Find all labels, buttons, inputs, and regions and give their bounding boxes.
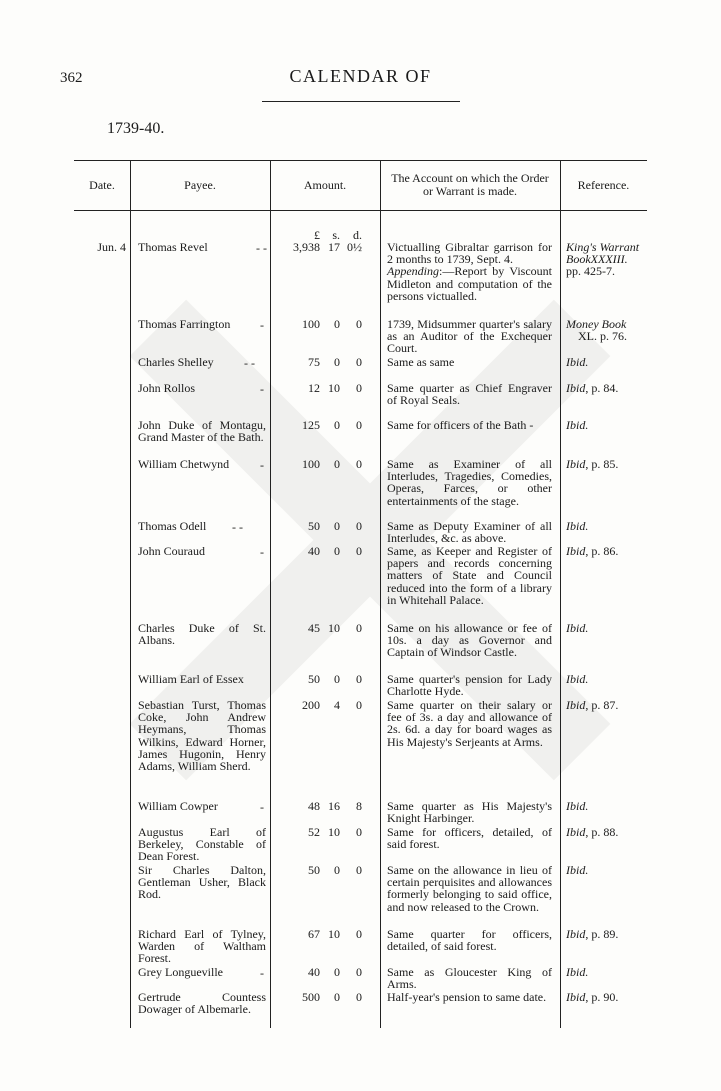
leader-dash: - [260, 800, 264, 814]
row-reference: Money Book XL. p. 76. [566, 317, 627, 344]
row-reference: Ibid, p. 85. [566, 457, 619, 471]
column-divider [130, 160, 131, 1028]
unit-pounds: £ [314, 228, 320, 242]
row-reference: Ibid, p. 88. [566, 825, 619, 839]
title-rule [262, 101, 460, 102]
row-amount: 3,938 17 0½ [293, 240, 362, 254]
row-payee: Sebastian Turst, Thomas Coke, John Andrew Heymans, Thomas Wilkins, Edward Horner, James Hugonin, Henry Adams, William Sherd. [138, 698, 266, 774]
row-amount: 50 0 0 [308, 519, 362, 533]
row-account: Half-year's pension to same date. [387, 990, 547, 1004]
row-amount: 75 0 0 [308, 355, 362, 369]
row-account: Same on the allowance in lieu of certain perquisites and allowances formerly belonging to said office, and now released to the Crown. [387, 863, 552, 914]
row-account: 1739, Midsummer quarter's salary as an Auditor of the Exchequer Court. [387, 317, 552, 356]
row-account: Victualling Gibraltar garrison for 2 months to 1739, Sept. 4. Appending:—Report by Viscount Midleton and computation of the persons victualled. [387, 240, 552, 303]
row-reference: Ibid. [566, 672, 589, 686]
row-amount: 200 4 0 [302, 698, 362, 712]
row-reference: Ibid, p. 84. [566, 381, 619, 395]
row-account: Same for officers of the Bath - [387, 418, 534, 432]
row-payee: Charles Duke of St. Albans. [138, 621, 266, 648]
row-reference: Ibid, p. 90. [566, 990, 619, 1004]
column-divider [380, 160, 381, 1028]
row-account: Same on his allowance or fee of 10s. a day as Governor and Captain of Windsor Castle. [387, 621, 552, 660]
running-title: CALENDAR OF [289, 66, 432, 86]
row-amount: 12 10 0 [308, 381, 362, 395]
leader-dash: - [260, 966, 264, 980]
row-account: Same as Gloucester King of Arms. [387, 965, 552, 992]
row-date: Jun. 4 [97, 240, 126, 254]
year-heading: 1739-40. [107, 120, 165, 137]
row-reference: Ibid. [566, 418, 589, 432]
row-reference: Ibid. [566, 621, 589, 635]
row-amount: 100 0 0 [302, 457, 362, 471]
column-header-account: The Account on which the Order or Warrant is made. [391, 171, 549, 198]
row-payee: Thomas Odell [138, 519, 207, 533]
row-account: Same quarter as His Majesty's Knight Harbinger. [387, 799, 552, 826]
row-reference: King's Warrant BookXXXIII. pp. 425-7. [566, 240, 640, 279]
column-divider [270, 160, 271, 1028]
row-amount: 50 0 0 [308, 863, 362, 877]
row-payee: Sir Charles Dalton, Gentleman Usher, Black Rod. [138, 863, 266, 902]
row-amount: 45 10 0 [308, 621, 362, 635]
row-account: Same quarter on their salary or fee of 3s. a day and allowance of 2s. 6d. a day for board wages as His Majesty's Serjeants at Arms. [387, 698, 552, 749]
row-reference: Ibid, p. 86. [566, 544, 619, 558]
row-account: Same quarter's pension for Lady Charlotte Hyde. [387, 672, 552, 699]
row-reference: Ibid. [566, 519, 589, 533]
row-payee: John Rollos [138, 381, 196, 395]
row-payee: William Cowper [138, 799, 218, 813]
row-account: Same as Examiner of all Interludes, Tragedies, Comedies, Operas, Farces, or other entertainments of the stage. [387, 457, 552, 508]
row-payee: William Earl of Essex [138, 672, 244, 686]
row-payee: Richard Earl of Tylney, Warden of Waltham Forest. [138, 927, 266, 966]
row-reference: Ibid. [566, 799, 589, 813]
row-reference: Ibid, p. 87. [566, 698, 619, 712]
row-amount: 500 0 0 [302, 990, 362, 1004]
leader-dash: - - [232, 520, 243, 534]
header-bottom-rule [74, 210, 647, 211]
row-payee: John Couraud [138, 544, 205, 558]
page-number: 362 [60, 70, 83, 86]
row-payee: Gertrude Countess Dowager of Albemarle. [138, 990, 266, 1017]
row-amount: 40 0 0 [308, 544, 362, 558]
row-amount: 50 0 0 [308, 672, 362, 686]
leader-dash: - [260, 545, 264, 559]
row-payee: Grey Longueville [138, 965, 223, 979]
row-reference: Ibid, p. 89. [566, 927, 619, 941]
row-account: Same quarter as Chief Engraver of Royal Seals. [387, 381, 552, 408]
row-account: Same as same [387, 355, 455, 369]
row-reference: Ibid. [566, 965, 589, 979]
leader-dash: - - [256, 241, 267, 255]
row-reference: Ibid. [566, 355, 589, 369]
row-amount: 48 16 8 [308, 799, 362, 813]
row-amount: 67 10 0 [308, 927, 362, 941]
row-amount: 40 0 0 [308, 965, 362, 979]
row-reference: Ibid. [566, 863, 589, 877]
row-payee: Thomas Farrington [138, 317, 231, 331]
unit-shillings: s. [332, 228, 340, 242]
calendar-table [74, 160, 647, 1028]
column-divider [560, 160, 561, 1028]
leader-dash: - [260, 318, 264, 332]
row-amount: 125 0 0 [302, 418, 362, 432]
row-account: Same quarter for officers, detailed, of said forest. [387, 927, 552, 954]
unit-pence: d. [353, 228, 362, 242]
row-amount: 100 0 0 [302, 317, 362, 331]
column-header-date: Date. [89, 177, 115, 192]
row-account: Same for officers, detailed, of said forest. [387, 825, 552, 852]
leader-dash: - [260, 458, 264, 472]
row-payee: John Duke of Montagu, Grand Master of the Bath. [138, 418, 266, 445]
column-header-amount: Amount. [303, 177, 347, 192]
row-amount: 52 10 0 [308, 825, 362, 839]
leader-dash: - - [244, 356, 255, 370]
row-payee: William Chetwynd [138, 457, 230, 471]
row-payee: Charles Shelley [138, 355, 214, 369]
column-header-payee: Payee. [184, 177, 216, 192]
row-account: Same, as Keeper and Register of papers and records concerning matters of State and Council reduced into the form of a library in Whitehall Palace. [387, 544, 552, 607]
row-payee: Augustus Earl of Berkeley, Constable of Dean Forest. [138, 825, 266, 864]
leader-dash: - [260, 382, 264, 396]
row-account: Same as Deputy Examiner of all Interludes, &c. as above. [387, 519, 552, 546]
column-header-reference: Reference. [577, 177, 630, 192]
row-payee: Thomas Revel [138, 240, 208, 254]
